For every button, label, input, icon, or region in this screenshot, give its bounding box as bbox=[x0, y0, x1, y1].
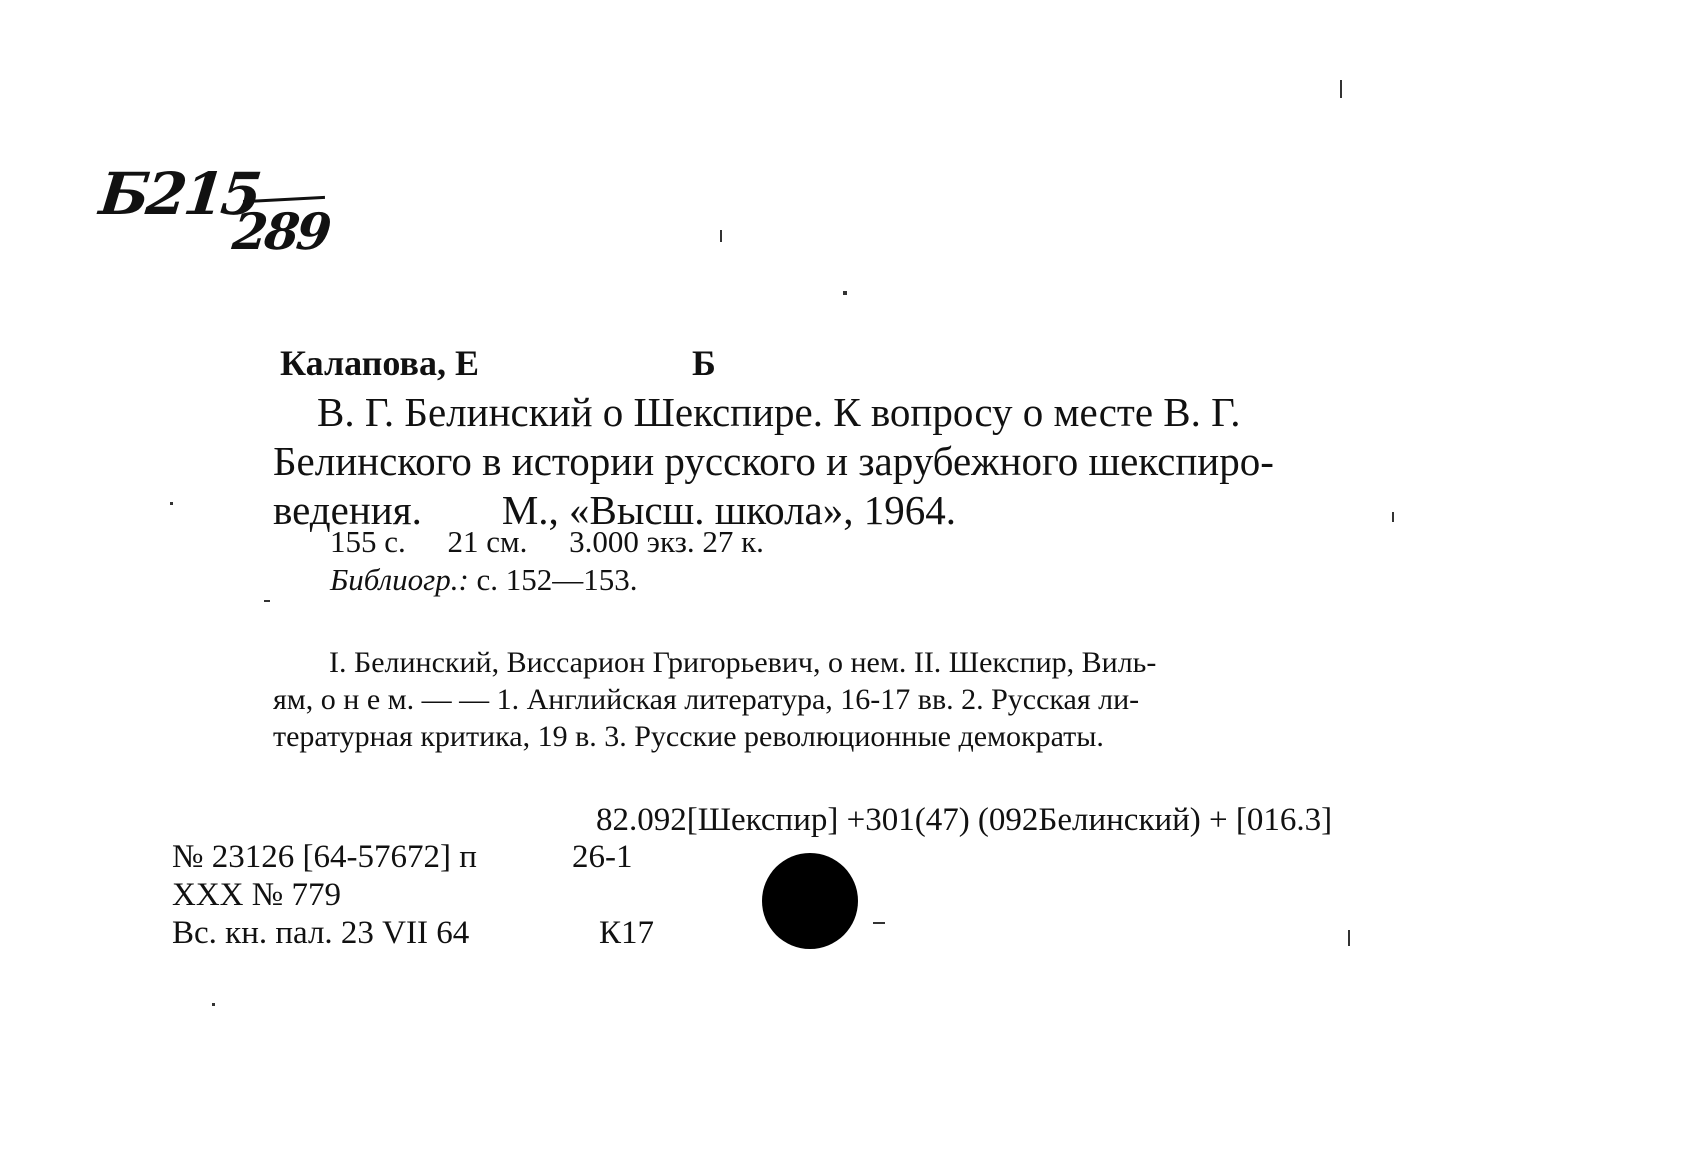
speck bbox=[170, 502, 173, 505]
card-code: К17 bbox=[599, 915, 655, 951]
speck bbox=[1348, 930, 1350, 946]
page-count: 155 с. bbox=[330, 524, 406, 559]
speck bbox=[843, 291, 847, 295]
speck bbox=[720, 230, 722, 242]
subject-line: I. Белинский, Виссарион Григорьевич, о нем. II. Шекспир, Виль- bbox=[329, 646, 1157, 679]
bibliography-pages: с. 152—153. bbox=[476, 562, 638, 597]
series-number: XXX № 779 bbox=[172, 877, 341, 913]
bibliography-label: Библиогр.: bbox=[330, 562, 469, 597]
copies-price: 3.000 экз. 27 к. bbox=[569, 524, 764, 559]
title-line-end: ведения. bbox=[273, 487, 422, 533]
subject-line: тературная критика, 19 в. 3. Русские революционные демократы. bbox=[273, 720, 1104, 753]
title-line: В. Г. Белинский о Шекспире. К вопросу о месте В. Г. bbox=[317, 389, 1241, 435]
order-number: № 23126 [64-57672] п bbox=[172, 839, 477, 875]
size: 21 см. bbox=[447, 524, 528, 559]
classification-number: 82.092[Шекспир] +301(47) (092Белинский) + [016.3] bbox=[596, 802, 1333, 838]
imprint-row-1 bbox=[172, 838, 633, 876]
title-line: Белинского в истории русского и зарубежного шекспиро- bbox=[273, 438, 1274, 484]
punch-hole bbox=[762, 853, 858, 949]
shelfmark-sub: 289 bbox=[229, 202, 332, 261]
publication: М., «Высш. школа», 1964. bbox=[501, 487, 956, 533]
speck bbox=[1392, 512, 1394, 522]
author-name: Калапова, Е bbox=[280, 343, 479, 383]
catalog-code: 26-1 bbox=[572, 839, 633, 875]
imprint-row-3 bbox=[172, 914, 655, 952]
shelfmark-main: Б215 bbox=[96, 160, 263, 228]
shelfmark bbox=[96, 160, 332, 270]
subject-tracings bbox=[273, 644, 1468, 755]
speck bbox=[212, 1003, 215, 1006]
author-heading bbox=[280, 342, 716, 384]
bibliography-note bbox=[330, 562, 638, 598]
collation bbox=[330, 524, 798, 560]
speck bbox=[873, 922, 885, 924]
author-initial: Б bbox=[692, 343, 716, 383]
chamber-date: Вс. кн. пал. 23 VII 64 bbox=[172, 915, 470, 951]
subject-line: ям, о н е м. — — 1. Английская литература, 16-17 вв. 2. Русская ли- bbox=[273, 683, 1140, 716]
speck bbox=[1340, 80, 1342, 98]
imprint-block bbox=[172, 838, 655, 952]
speck bbox=[264, 600, 270, 602]
title-block bbox=[273, 388, 1468, 535]
